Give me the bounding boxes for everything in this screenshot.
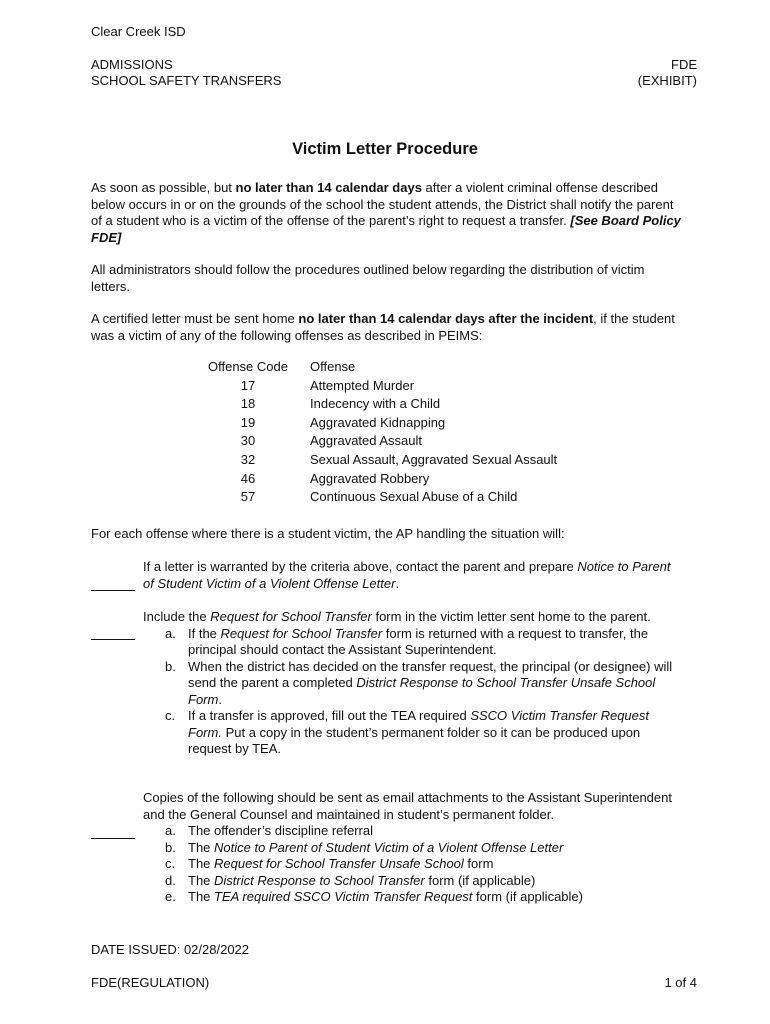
list-form-name: Request for School Transfer Unsafe School <box>214 856 464 871</box>
administrators-paragraph: All administrators should follow the procedures outlined below regarding the distribution of victim letters. <box>91 262 645 294</box>
para1-text-a: As soon as possible, but <box>91 180 236 195</box>
list-marker: a. <box>165 625 176 641</box>
list-marker: c. <box>165 708 176 723</box>
offense-table <box>198 359 557 508</box>
offense-code: 57 <box>240 489 256 505</box>
list-item <box>143 856 683 873</box>
page-title: Victim Letter Procedure <box>292 140 478 158</box>
list-marker: d. <box>165 872 176 888</box>
list-item <box>143 626 683 659</box>
list-text: form <box>463 856 494 871</box>
list-form-name: District Response to School Transfer <box>214 872 425 888</box>
header-right-line2: (EXHIBIT) <box>637 73 697 88</box>
list-text: form (if applicable) <box>472 889 583 904</box>
table-row <box>198 489 557 508</box>
para1-deadline: no later than 14 calendar days <box>235 180 422 195</box>
certified-letter-paragraph <box>91 311 681 344</box>
para3-deadline: no later than 14 calendar days after the incident <box>298 311 594 326</box>
offense-name: Aggravated Assault <box>310 433 423 449</box>
step1-check-blank[interactable] <box>91 575 135 591</box>
list-text: When the district has decided on the transfer request, the principal (or designee) will send the parent a completed <box>188 658 673 690</box>
offense-code: 17 <box>240 377 256 393</box>
offense-code: 19 <box>240 414 256 430</box>
list-form-name: Notice to Parent of Student Victim of a Violent Offense Letter <box>214 839 564 855</box>
list-item <box>143 708 683 758</box>
list-text: The <box>188 889 215 904</box>
list-item <box>143 840 683 857</box>
list-marker: b. <box>165 658 176 674</box>
list-form-name: SSCO Victim Transfer Request Form. <box>188 708 649 740</box>
list-item <box>143 889 683 906</box>
step1-letter-name: Notice to Parent of Student Victim of a Violent Offense Letter <box>143 559 671 591</box>
district-name: Clear Creek ISD <box>91 24 186 39</box>
step3-check-blank[interactable] <box>91 823 135 839</box>
para1-text-c: after a violent criminal offense described below occurs in or on the grounds of the school the student attends, the District shall notify the parent of a student who is a victim of the offense of the parent’s right to request a transfer. <box>91 180 674 228</box>
list-text: Put a copy in the student’s permanent folder so it can be produced upon request by TEA. <box>188 724 641 756</box>
table-row <box>198 471 557 490</box>
list-form-name: Request for School Transfer <box>220 625 383 641</box>
list-item <box>143 659 683 709</box>
step1-text-c: . <box>395 575 400 591</box>
header-left-line1: ADMISSIONS <box>91 57 173 72</box>
list-text: form (if applicable) <box>424 872 536 888</box>
offense-name: Indecency with a Child <box>310 396 441 412</box>
table-row <box>198 452 557 471</box>
list-text: If a transfer is approved, fill out the TEA required <box>188 708 471 723</box>
board-policy-reference: [See Board Policy FDE] <box>91 213 681 245</box>
list-text: form is returned with a request to transfer, the principal should contact the Assistant Superintendent. <box>188 625 649 657</box>
offense-name: Aggravated Kidnapping <box>310 414 446 430</box>
list-text: If the <box>188 625 221 641</box>
list-form-name: TEA required SSCO Victim Transfer Request <box>214 889 473 904</box>
offense-code: 30 <box>240 433 256 449</box>
list-text: The <box>188 839 215 855</box>
step3-text: Copies of the following should be sent as email attachments to the Assistant Superintendent and the General Counsel and maintained in student’s permanent folder. <box>143 790 672 822</box>
list-item <box>143 823 683 840</box>
para3-text-c: , if the student was a victim of any of the following offenses as described in PEIMS: <box>91 311 675 343</box>
footer-code: FDE(REGULATION) <box>91 975 210 990</box>
table-row <box>198 396 557 415</box>
ap-steps-intro: For each offense where there is a student victim, the AP handling the situation will: <box>91 526 565 541</box>
offense-name: Aggravated Robbery <box>310 470 430 486</box>
list-item <box>143 873 683 890</box>
step3-list <box>143 823 683 906</box>
list-marker: e. <box>165 889 176 904</box>
step2-list <box>143 626 683 758</box>
list-text: . <box>218 691 222 707</box>
offense-table-header <box>198 359 557 378</box>
list-marker: b. <box>165 839 176 855</box>
step2-text <box>143 609 683 626</box>
step2-block <box>143 609 683 758</box>
step2-text-c: form in the victim letter sent home to the parent. <box>371 609 651 624</box>
step1-text-a: If a letter is warranted by the criteria above, contact the parent and prepare <box>143 559 578 574</box>
table-row <box>198 415 557 434</box>
page-number: 1 of 4 <box>664 975 697 990</box>
offense-code: 32 <box>240 451 256 467</box>
para3-text-a: A certified letter must be sent home <box>91 311 299 326</box>
header-right-line1: FDE <box>671 57 697 72</box>
list-form-name: District Response to School Transfer Unsafe School Form <box>188 675 656 707</box>
header-left-line2: SCHOOL SAFETY TRANSFERS <box>91 73 282 88</box>
intro-paragraph <box>91 180 681 246</box>
offense-code-header: Offense Code <box>208 359 288 374</box>
list-marker: c. <box>165 856 176 871</box>
table-row <box>198 378 557 397</box>
offense-name: Attempted Murder <box>310 377 415 393</box>
step3-block <box>143 790 683 906</box>
step1-text <box>143 559 673 592</box>
table-row <box>198 433 557 452</box>
offense-code: 46 <box>240 470 256 486</box>
step2-check-blank[interactable] <box>91 624 135 640</box>
list-text: The <box>188 872 215 888</box>
date-issued: DATE ISSUED: 02/28/2022 <box>91 942 250 957</box>
step2-form-name: Request for School Transfer <box>210 609 372 624</box>
offense-code: 18 <box>240 396 256 412</box>
list-marker: a. <box>165 823 176 838</box>
offense-name: Sexual Assault, Aggravated Sexual Assault <box>310 451 558 467</box>
list-text: The offender’s discipline referral <box>188 823 373 838</box>
step2-text-a: Include the <box>143 609 211 624</box>
list-text: The <box>188 856 215 871</box>
offense-name: Continuous Sexual Abuse of a Child <box>310 489 518 505</box>
offense-header: Offense <box>310 359 356 374</box>
